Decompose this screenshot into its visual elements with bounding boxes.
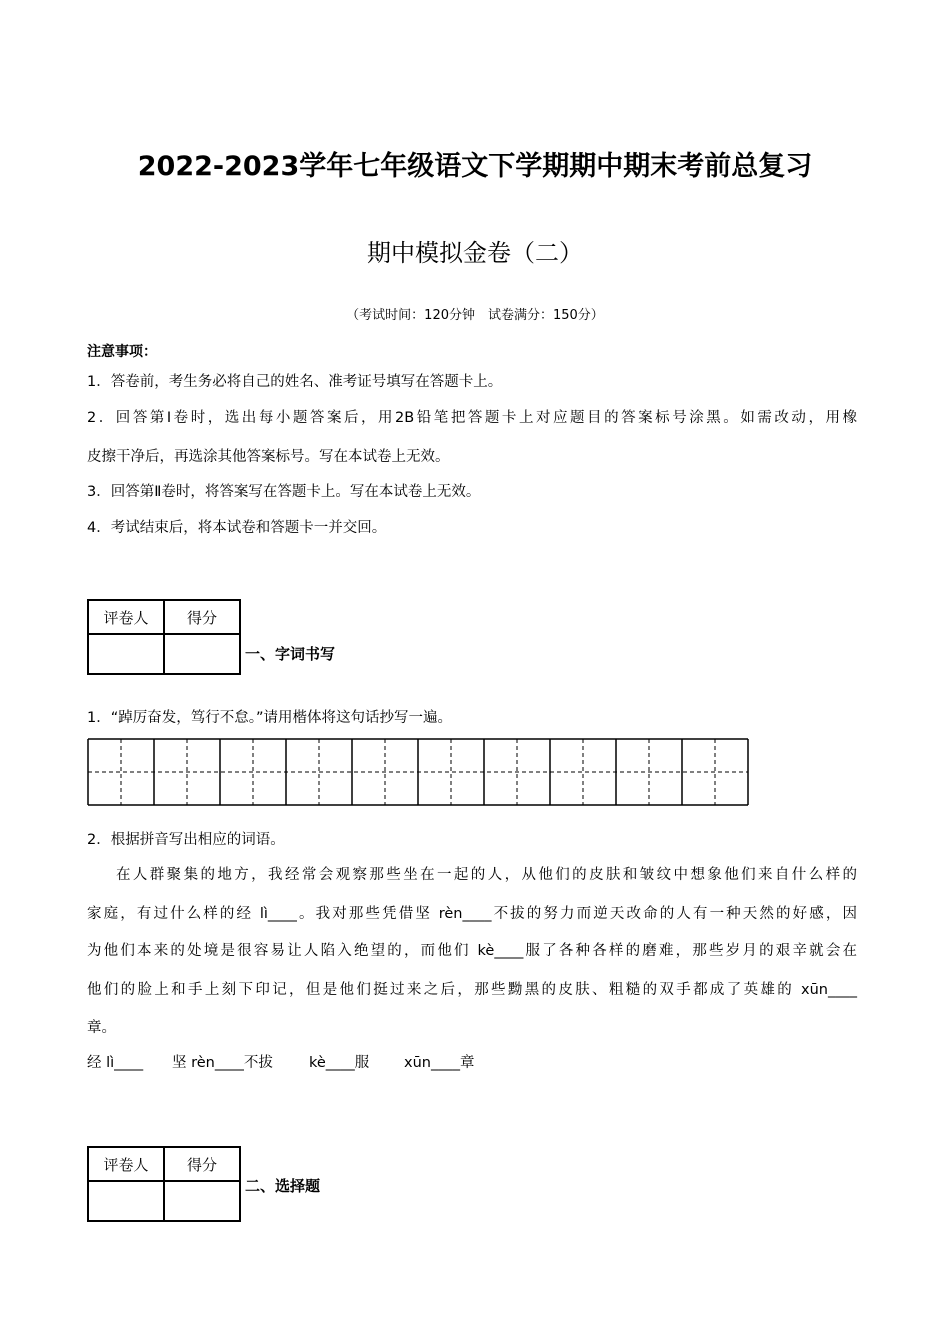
score-table [87, 599, 241, 675]
passage-line: 章。 [87, 1020, 116, 1036]
passage-line: 他们的脸上和手上刻下印记，但是他们挺过来之后，那些黝黑的皮肤、粗糙的双手都成了英雄的 xūn____ [87, 982, 857, 998]
page-title: 2022-2023学年七年级语文下学期期中期末考前总复习 [137, 151, 813, 182]
passage-line: 在人群聚集的地方，我经常会观察那些坐在一起的人，从他们的皮肤和皱纹中想象他们来自什么样的 [116, 867, 857, 883]
note-item: 皮擦干净后，再选涂其他答案标号。写在本试卷上无效。 [87, 449, 450, 465]
score-table [87, 1146, 241, 1222]
note-item: 1．答卷前，考生务必将自己的姓名、准考证号填写在答题卡上。 [87, 374, 503, 390]
answer-blank[interactable]: xūn____章 [404, 1055, 475, 1071]
section-heading: 二、选择题 [245, 1177, 321, 1195]
writing-grid[interactable] [87, 738, 751, 808]
question-1: 1．“踔厉奋发，笃行不怠。”请用楷体将这句话抄写一遍。 [87, 710, 452, 726]
note-item: 2．回答第Ⅰ卷时，选出每小题答案后，用2B铅笔把答题卡上对应题目的答案标号涂黑。如需改动，用橡 [87, 410, 857, 426]
note-item: 3．回答第Ⅱ卷时，将答案写在答题卡上。写在本试卷上无效。 [87, 484, 481, 500]
score-header: 得分 [164, 1147, 240, 1181]
question-2: 2．根据拼音写出相应的词语。 [87, 832, 285, 848]
passage-line: 为他们本来的处境是很容易让人陷入绝望的，而他们 kè____服了各种各样的磨难，那些岁月的艰辛就会在 [87, 943, 857, 959]
grader-cell[interactable] [88, 634, 164, 674]
page-subtitle: 期中模拟金卷（二） [367, 239, 583, 267]
score-cell[interactable] [164, 1181, 240, 1221]
answer-blank[interactable]: 经 lì____ [87, 1055, 144, 1071]
score-header: 得分 [164, 600, 240, 634]
grader-header: 评卷人 [88, 1147, 164, 1181]
passage-line: 家庭，有过什么样的经 lì____。我对那些凭借坚 rèn____不拔的努力而逆天改命的人有一种天然的好感，因 [87, 906, 857, 922]
answer-blank[interactable]: 坚 rèn____不拔 [172, 1055, 273, 1071]
grader-cell[interactable] [88, 1181, 164, 1221]
score-cell[interactable] [164, 634, 240, 674]
notes-heading: 注意事项： [87, 344, 157, 360]
answer-blank[interactable]: kè____服 [309, 1055, 370, 1071]
section-heading: 一、字词书写 [245, 645, 336, 663]
exam-info: （考试时间：120分钟 试卷满分：150分） [346, 308, 604, 323]
note-item: 4．考试结束后，将本试卷和答题卡一并交回。 [87, 520, 387, 536]
grader-header: 评卷人 [88, 600, 164, 634]
